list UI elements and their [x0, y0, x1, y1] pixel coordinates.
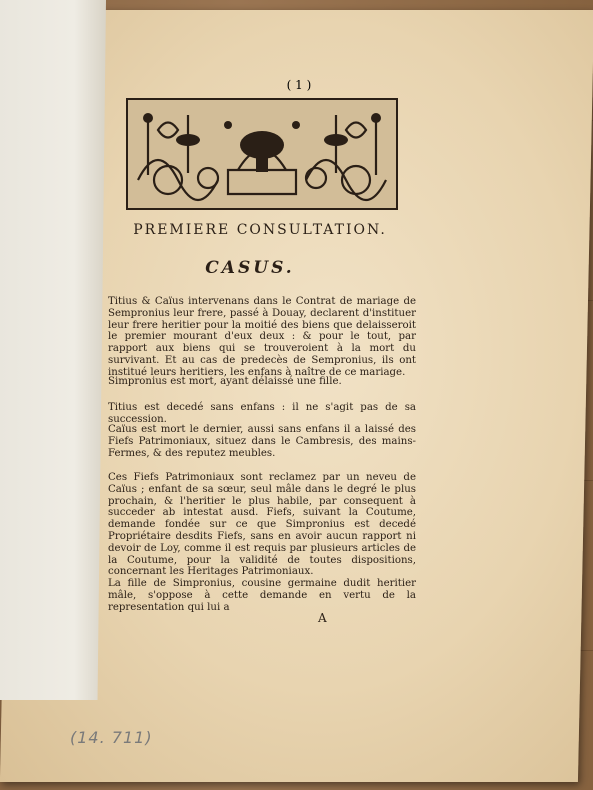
paragraph-6: La fille de Simpronius, cousine germaine dudit heritier mâle, s'oppose à cette demande en vertu de la representation qui lui a [108, 578, 416, 613]
page-number: ( 1 ) [286, 78, 312, 92]
decorative-headpiece-engraving [126, 98, 398, 210]
section-heading: CASUS. [205, 258, 295, 278]
paragraph-4: Caïus est mort le dernier, aussi sans enfans il a laissé des Fiefs Patrimoniaux, situez dans le Cambresis, des mains-Fermes, & des reputez meubles. [108, 424, 416, 459]
paragraph-3: Titius est decedé sans enfans : il ne s'agit pas de sa succession. [108, 402, 416, 425]
paragraph-2: Simpronius est mort, ayant délaissé une fille. [108, 376, 342, 387]
facing-page [0, 0, 106, 700]
paragraph-1: Titius & Caïus intervenans dans le Contrat de mariage de Sempronius leur frere, passé à Douay, declarent d'instituer leur frere heritier pour la moitié des biens que delaisseroit le premier mourant d'eux deux : & pour le tout, par rapport aux biens qui se trouveroient à la mort du survivant. Et au cas de predecès de Sempronius, ils ont institué leurs heritiers, les enfans à naître de ce mariage. [108, 296, 416, 378]
document-title: PREMIERE CONSULTATION. [133, 222, 387, 238]
catchword-signature: A [318, 611, 327, 625]
paragraph-5: Ces Fiefs Patrimoniaux sont reclamez par un neveu de Caïus ; enfant de sa sœur, seul mâle dans le degré le plus prochain, & l'heritier le plus habile, par consequent à succeder ab intestat ausd. Fiefs, suivant la Coutume, demande fondée sur ce que Simpronius est decedé Propriétaire desdits Fiefs, sans en avoir aucun rapport ni devoir de Loy, comme il est requis par plusieurs articles de la Coutume, pour la validité de toutes dispositions, concernant les Heritages Patrimoniaux. [108, 472, 416, 578]
pencil-annotation: (14. 711) [70, 728, 153, 747]
